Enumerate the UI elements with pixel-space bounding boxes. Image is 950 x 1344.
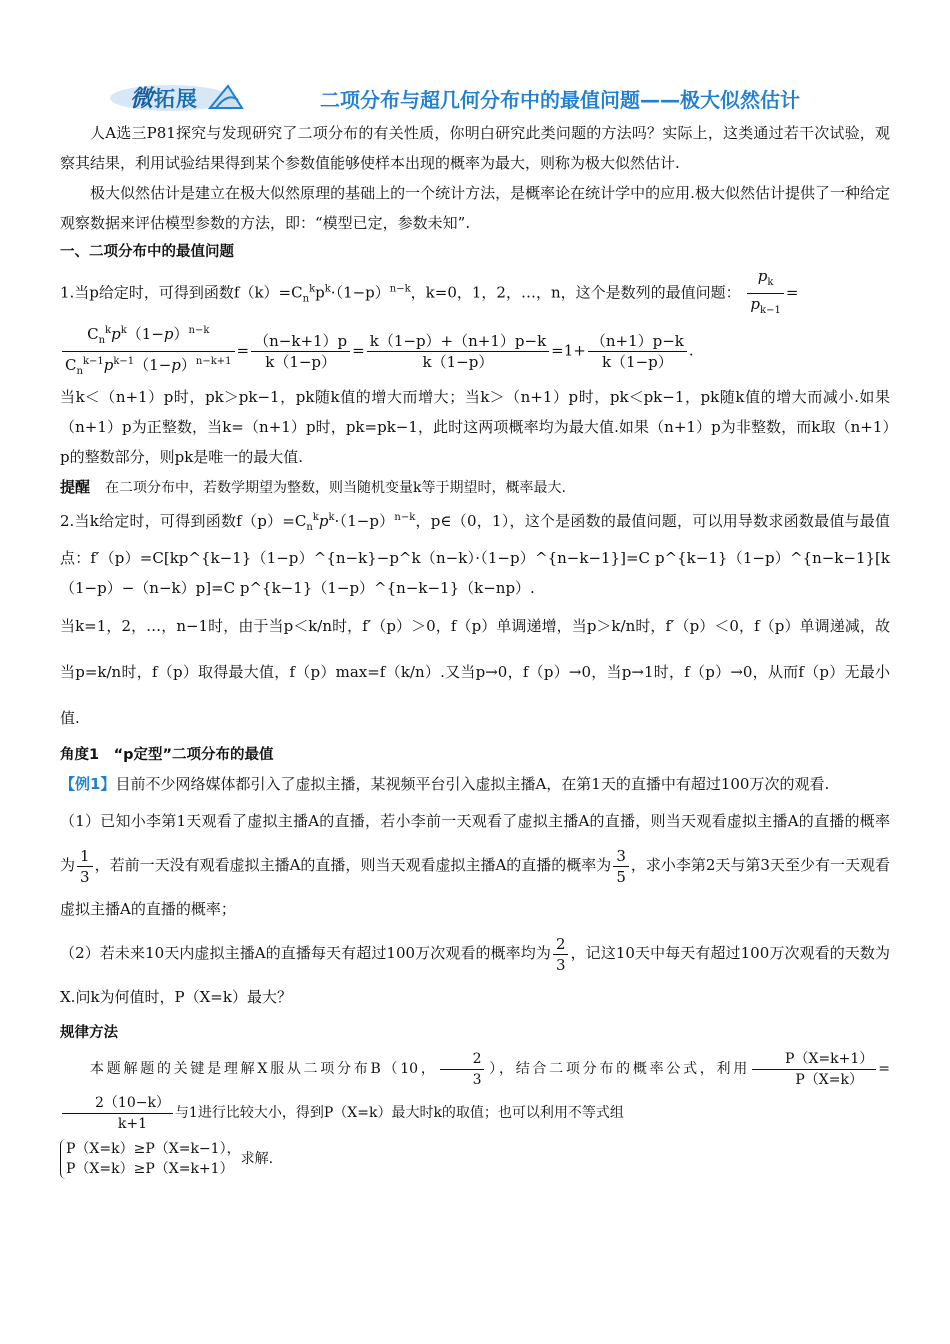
item-2-cases: 当k=1，2，…，n−1时，由于当p＜k/n时，f′（p）＞0，f（p）单调递增，当p＞k/n时，f′（p）＜0，f（p）单调递减，故当p=k/n时，f（p）取得最大值，f（p）max=f（k/n）.又当p→0，f（p）→0，当p→1时，f（p）→0，从而f（p）无最小值. [60, 617, 890, 727]
badge-label: 微拓展 [130, 86, 198, 112]
example-1-q2: （2）若未来10天内虚拟主播A的直播每天有超过100万次观看的概率均为 $\frac{2}{3}$ ，记这10天中每天有超过100万次观看的天数为X.问k为何值时，P（X=k）最大？ [60, 934, 890, 1006]
item-1-formula: 1.当p给定时，可得到函数$f(k)=C_n^kp^k\cdot(1-p)^{n-k}$，k=0，1，2，…，n，这个是数列的最值问题： $\frac{p_k}{p_{k-1}}$ = [60, 267, 799, 316]
badge [110, 78, 245, 114]
item-2-formula: 2.当k给定时，可得到函数$f(p)=C_n^kp^k\cdot(1-p)^{n-k}$，p∈（0，1），这个是函数的最值问题，可以用导数求函数最值与最值点：f′（p）=C[kp^{k−1}（1−p）^{n−k}−p^k（n−k）·（1−p）^{n−k−1}]=C p^{k−1}（1−p）^{n−k−1}[k（1−p）−（n−k）p]=C p^{k−1}（1−p）^{n−k−1}（k−np）. [60, 512, 891, 597]
example-1-q1: （1）已知小李第1天观看了虚拟主播A的直播，若小李前一天观看了虚拟主播A的直播，则当天观看虚拟主播A的直播的概率为 $\frac{1}{3}$ ，若前一天没有观看虚拟主播A的直播，则当天观看虚拟主播A的直播的概率为 $\frac{3}{5}$ ，求小李第2天与第3天至少有一天观看虚拟主播A的直播的概率； [60, 812, 890, 918]
method-heading: 规律方法 [60, 1025, 118, 1041]
intro-paragraph-1: 人A选三P81探究与发现研究了二项分布的有关性质，你明白研究此类问题的方法吗？实际上，这类通过若干次试验，观察其结果，利用试验结果得到某个参数值能够使样本出现的概率为最大，则称为极大似然估计. [60, 124, 890, 172]
example-1-intro: 【例1】目前不少网络媒体都引入了虚拟主播，某视频平台引入虚拟主播A，在第1天的直播中有超过100万次的观看. [60, 775, 830, 793]
section-1-heading: 一、二项分布中的最值问题 [60, 244, 234, 260]
inequality-system: P（X=k）≥P（X=k−1）， P（X=k）≥P（X=k+1）求解. [60, 1139, 890, 1179]
banner [110, 70, 890, 118]
tip: 提醒 在二项分布中，若数学期望为整数，则当随机变量k等于期望时，概率最大. [60, 478, 566, 496]
intro-paragraph-2: 极大似然估计是建立在极大似然原理的基础上的一个统计方法，是概率论在统计学中的应用.极大似然估计提供了一种给定观察数据来评估模型参数的方法，即：“模型已定，参数未知”. [60, 184, 890, 232]
method-text: 本题解题的关键是理解X服从二项分布B（10， $\frac{2}{3}$ ），结合二项分布的概率公式，利用 $\frac{P(X=k+1)}{P(X=k)}$ = $\frac{2(10-k)}{k+1}$ 与1进行比较大小，得到P（X=k）最大时k的取值；也可以利用不等式组 [60, 1047, 890, 1135]
item-1-conclusion: 当k＜（n+1）p时，pk＞pk−1，pk随k值的增大而增大；当k＞（n+1）p时，pk＜pk−1，pk随k值的增大而减小.如果（n+1）p为正整数，当k=（n+1）p时，pk=pk−1，此时这两项概率均为最大值.如果（n+1）p为非整数，而k取（n+1）p的整数部分，则pk是唯一的最大值. [60, 388, 890, 466]
angle-1-heading: 角度1 “p定型”二项分布的最值 [60, 747, 274, 763]
item-1-derivation: $\frac{C_n^kp^k(1-p)^{n-k}}{C_n^{k-1}p^{k-1}(1-p)^{n-k+1}}$ = $\frac{(n-k+1)p}{k(1-p)}$ = $\frac{k(1-p)+(n+1)p-k}{k(1-p)}$ =1+ $\frac{(n+1)p-k}{k(1-p)}$ . [60, 321, 890, 382]
page-title: 二项分布与超几何分布中的最值问题——极大似然估计 [320, 88, 800, 112]
